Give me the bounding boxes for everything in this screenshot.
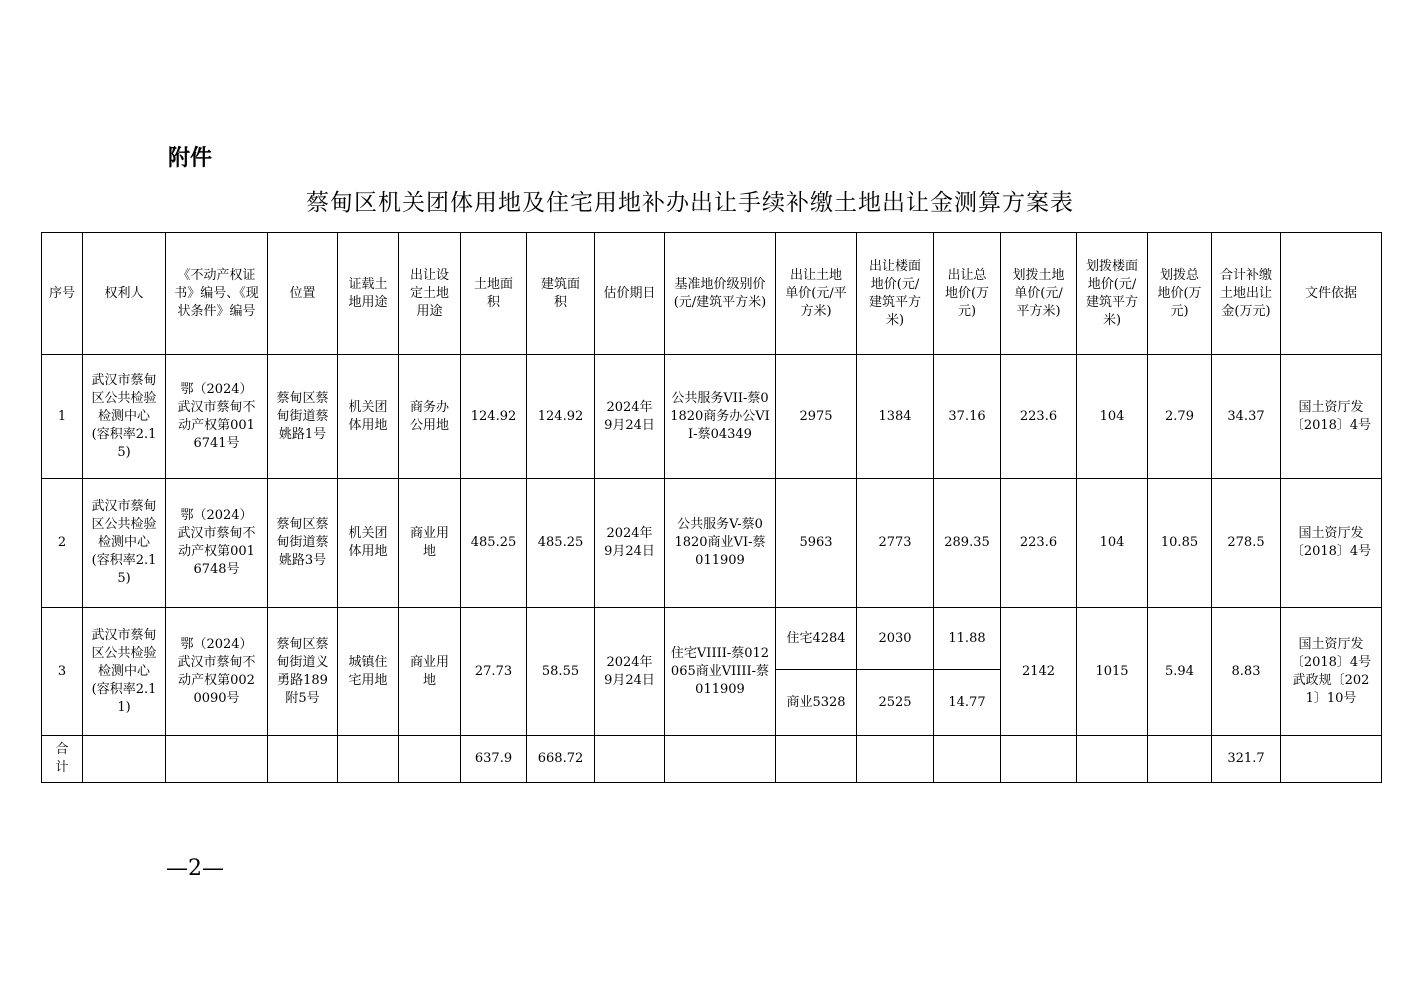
total-row <box>42 736 1382 783</box>
total-land-area: 637.9 <box>461 736 527 783</box>
header-owner: 权利人 <box>83 233 166 355</box>
header-cert-use: 证载土地用途 <box>338 233 399 355</box>
total-build-area: 668.72 <box>527 736 595 783</box>
header-cert: 《不动产权证书》编号、《现状条件》编号 <box>166 233 268 355</box>
header-alloc-total: 划拨总地价(万元) <box>1148 233 1212 355</box>
header-seq: 序号 <box>42 233 83 355</box>
header-row <box>42 233 1382 355</box>
cell-alloc-floor-price: 104 <box>1077 355 1148 479</box>
cell-seq: 2 <box>42 479 83 608</box>
cell-owner: 武汉市蔡甸区公共检验检测中心(容积率2.15) <box>83 355 166 479</box>
header-floor-price: 出让楼面地价(元/建筑平方米) <box>857 233 934 355</box>
cell-basis: 国土资厅发〔2018〕4号 <box>1281 355 1382 479</box>
cell-location: 蔡甸区蔡甸街道蔡姚路3号 <box>268 479 338 608</box>
table-row <box>42 479 1382 608</box>
header-set-use: 出让设定土地用途 <box>399 233 461 355</box>
cell-floor-price: 1384 <box>857 355 934 479</box>
cell-seq: 3 <box>42 608 83 736</box>
cell-alloc-total: 2.79 <box>1148 355 1212 479</box>
header-build-area: 建筑面积 <box>527 233 595 355</box>
header-basis: 文件依据 <box>1281 233 1382 355</box>
cell-build-area: 485.25 <box>527 479 595 608</box>
header-land-unit-price: 出让土地单价(元/平方米) <box>776 233 857 355</box>
cell-build-area: 58.55 <box>527 608 595 736</box>
cell-alloc-floor-price: 1015 <box>1077 608 1148 736</box>
table-row <box>42 608 1382 670</box>
cell-land-unit-price-residential: 住宅4284 <box>776 608 857 670</box>
attachment-label: 附件 <box>168 146 213 171</box>
header-alloc-unit-price: 划拨土地单价(元/平方米) <box>1001 233 1077 355</box>
cell-cert-use: 城镇住宅用地 <box>338 608 399 736</box>
cell-land-area: 27.73 <box>461 608 527 736</box>
cell-land-unit-price: 5963 <box>776 479 857 608</box>
cell-land-area: 485.25 <box>461 479 527 608</box>
cell-valuation-date: 2024年9月24日 <box>595 355 665 479</box>
cell-total-price: 289.35 <box>934 479 1001 608</box>
cell-payment-total: 34.37 <box>1212 355 1281 479</box>
header-total-price: 出让总地价(万元) <box>934 233 1001 355</box>
total-label: 合计 <box>42 736 83 783</box>
page-title: 蔡甸区机关团体用地及住宅用地补办出让手续补缴土地出让金测算方案表 <box>306 190 1074 216</box>
cell-floor-price: 2773 <box>857 479 934 608</box>
cell-owner: 武汉市蔡甸区公共检验检测中心(容积率2.11) <box>83 608 166 736</box>
cell-set-use: 商业用地 <box>399 608 461 736</box>
header-land-area: 土地面积 <box>461 233 527 355</box>
cell-total-price-residential: 11.88 <box>934 608 1001 670</box>
cell-floor-price-residential: 2030 <box>857 608 934 670</box>
cell-valuation-date: 2024年9月24日 <box>595 608 665 736</box>
cell-total-price-commercial: 14.77 <box>934 670 1001 736</box>
cell-alloc-total: 5.94 <box>1148 608 1212 736</box>
cell-alloc-floor-price: 104 <box>1077 479 1148 608</box>
cell-payment-total: 8.83 <box>1212 608 1281 736</box>
cell-base-price: 住宅VIIII-蔡012065商业VIIII-蔡011909 <box>665 608 776 736</box>
calculation-table <box>41 232 1382 783</box>
header-payment-total: 合计补缴土地出让金(万元) <box>1212 233 1281 355</box>
cell-payment-total: 278.5 <box>1212 479 1281 608</box>
header-valuation-date: 估价期日 <box>595 233 665 355</box>
cell-land-area: 124.92 <box>461 355 527 479</box>
cell-land-unit-price-commercial: 商业5328 <box>776 670 857 736</box>
cell-base-price: 公共服务VII-蔡01820商务办公VII-蔡04349 <box>665 355 776 479</box>
cell-location: 蔡甸区蔡甸街道蔡姚路1号 <box>268 355 338 479</box>
cell-set-use: 商业用地 <box>399 479 461 608</box>
page-number: —2— <box>166 856 224 881</box>
header-base-price: 基准地价级别价(元/建筑平方米) <box>665 233 776 355</box>
cell-cert-use: 机关团体用地 <box>338 355 399 479</box>
cell-total-price: 37.16 <box>934 355 1001 479</box>
cell-basis: 国土资厅发〔2018〕4号武政规〔2021〕10号 <box>1281 608 1382 736</box>
cell-cert: 鄂（2024）武汉市蔡甸不动产权第0016741号 <box>166 355 268 479</box>
header-location: 位置 <box>268 233 338 355</box>
cell-land-unit-price: 2975 <box>776 355 857 479</box>
cell-alloc-total: 10.85 <box>1148 479 1212 608</box>
cell-floor-price-commercial: 2525 <box>857 670 934 736</box>
cell-seq: 1 <box>42 355 83 479</box>
cell-alloc-unit-price: 223.6 <box>1001 355 1077 479</box>
table-row <box>42 355 1382 479</box>
header-alloc-floor-price: 划拨楼面地价(元/建筑平方米) <box>1077 233 1148 355</box>
cell-base-price: 公共服务V-蔡01820商业VI-蔡011909 <box>665 479 776 608</box>
cell-build-area: 124.92 <box>527 355 595 479</box>
cell-set-use: 商务办公用地 <box>399 355 461 479</box>
cell-basis: 国土资厅发〔2018〕4号 <box>1281 479 1382 608</box>
cell-cert: 鄂（2024）武汉市蔡甸不动产权第0020090号 <box>166 608 268 736</box>
cell-location: 蔡甸区蔡甸街道义勇路189附5号 <box>268 608 338 736</box>
total-payment: 321.7 <box>1212 736 1281 783</box>
cell-cert-use: 机关团体用地 <box>338 479 399 608</box>
cell-alloc-unit-price: 223.6 <box>1001 479 1077 608</box>
cell-valuation-date: 2024年9月24日 <box>595 479 665 608</box>
cell-alloc-unit-price: 2142 <box>1001 608 1077 736</box>
cell-owner: 武汉市蔡甸区公共检验检测中心(容积率2.15) <box>83 479 166 608</box>
cell-cert: 鄂（2024）武汉市蔡甸不动产权第0016748号 <box>166 479 268 608</box>
